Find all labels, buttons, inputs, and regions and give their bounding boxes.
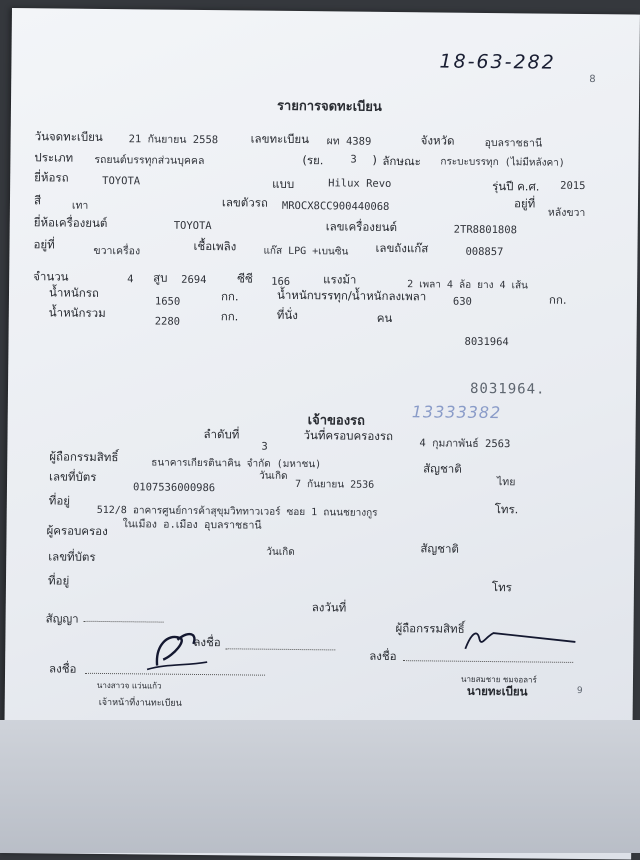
- sign-date-label: ลงวันที่: [311, 600, 347, 615]
- type-label: ประเภท: [34, 150, 74, 165]
- kg-label-3: กก.: [220, 309, 239, 324]
- nationality: ไทย: [496, 476, 516, 489]
- load-label: น้ำหนักบรรทุก/น้ำหนักลงเพลา: [276, 287, 427, 304]
- load: 630: [452, 295, 472, 308]
- officer-title-left: เจ้าหน้าที่งานทะเบียน: [98, 697, 182, 709]
- reg-no: ผท 4389: [326, 135, 372, 148]
- birth-label: วันเกิด: [259, 470, 288, 482]
- province-label: จังหวัด: [420, 133, 455, 148]
- address-label: ที่อยู่: [48, 493, 71, 508]
- address: 512/8 อาคารศูนย์การค้าสุขุมวิททาวเวอร์ ซอย 1 ถนนชยางกูร: [96, 504, 378, 519]
- sign-label-3: ลงชื่อ: [49, 661, 77, 676]
- cyl-label: สูบ: [153, 270, 168, 285]
- reg-date-label: วันจดทะเบียน: [34, 129, 103, 144]
- character-label: ลักษณะ: [382, 153, 421, 169]
- year: 2015: [560, 179, 586, 193]
- axle-wheel: 2 เพลา 4 ล้อ ยาง 4 เส้น: [407, 279, 528, 292]
- count-label: จำนวน: [33, 269, 69, 284]
- order: 3: [261, 440, 268, 453]
- color: เทา: [71, 199, 89, 212]
- signature-line-2: [403, 660, 573, 663]
- cc: 2694: [181, 273, 207, 287]
- holder-label: ผู้ครอบครอง: [46, 523, 108, 539]
- total-weight-label: น้ำหนักรวม: [48, 305, 106, 320]
- holder-address: ในเมือง อ.เมือง อุบลราชธานี: [122, 518, 262, 532]
- address-label-2: ที่อยู่: [47, 573, 70, 588]
- chassis-at-label: อยู่ที่: [513, 196, 536, 211]
- rs-label: (รย.: [302, 153, 324, 168]
- engine-at-label: อยู่ที่: [33, 237, 55, 252]
- owner-title: เจ้าของรถ: [307, 413, 366, 429]
- chassis-location: หลังขวา: [547, 206, 586, 220]
- nationality-label-2: สัญชาติ: [420, 541, 459, 556]
- phone-label-2: โทร: [491, 580, 512, 595]
- kg-label-2: กก.: [548, 292, 567, 307]
- possess-date: 4 กุมภาพันธ์ 2563: [419, 437, 511, 451]
- model-label: แบบ: [272, 176, 295, 191]
- stamp-number: 13333382: [411, 402, 502, 423]
- horsepower: 166: [271, 275, 291, 288]
- reg-no-label: เลขทะเบียน: [250, 131, 310, 147]
- id-label: เลขที่บัตร: [49, 469, 97, 484]
- fuel-label: เชื้อเพลิง: [193, 238, 237, 254]
- signature-line-1: [225, 648, 335, 650]
- weight: 1650: [154, 295, 181, 308]
- owner-name: ธนาคารเกียรตินาคิน จำกัด (มหาชน): [151, 457, 322, 471]
- officer-signature: [137, 625, 228, 676]
- rs-close: ): [372, 152, 378, 167]
- seats-label: ที่นั่ง: [276, 307, 298, 323]
- document-number: 8031964: [464, 335, 509, 349]
- hp-label: แรงม้า: [323, 272, 357, 287]
- id-number: 0107536000986: [132, 481, 216, 495]
- engine-brand-label: ยี่ห้อเครื่องยนต์: [33, 215, 108, 231]
- chassis-number: MROCX8CC900440068: [281, 199, 390, 213]
- character-value: กระบะบรรทุก (ไม่มีหลังคา): [440, 156, 565, 169]
- gas-tank-number: 008857: [465, 245, 504, 259]
- seats-unit: คน: [376, 310, 393, 325]
- owner-signature-label: ผู้ถือกรรมสิทธิ์: [395, 621, 465, 636]
- partial-number: 8031964.: [469, 380, 546, 398]
- officer-name-left: นางสาวจ แว่นแก้ว: [96, 680, 162, 691]
- color-label: สี: [33, 193, 42, 208]
- contract-label: สัญญา: [45, 611, 79, 626]
- fuel: แก๊ส LPG +เบนซิน: [263, 245, 349, 258]
- sign-label-2: ลงชื่อ: [369, 648, 397, 664]
- engine-location: ขวาเครื่อง: [93, 244, 141, 258]
- year-label: รุ่นปี ค.ศ.: [492, 179, 540, 194]
- brand: TOYOTA: [102, 174, 141, 188]
- corner-number: 9: [576, 685, 583, 697]
- sign-label-1: ลงชื่อ: [193, 634, 221, 650]
- total-weight: 2280: [154, 315, 181, 328]
- possess-date-label: วันที่ครอบครองรถ: [303, 428, 394, 444]
- cylinders: 4: [127, 273, 134, 286]
- cc-label: ซีซี: [237, 271, 253, 286]
- registrar-signature: [425, 618, 585, 660]
- chassis-label: เลขตัวรถ: [221, 195, 268, 210]
- weight-label: น้ำหนักรถ: [48, 285, 99, 300]
- underlying-page: [0, 720, 640, 853]
- handwritten-reference: 18-63-282: [439, 50, 556, 74]
- contract-dotted-line: [84, 621, 164, 623]
- owner-label: ผู้ถือกรรมสิทธิ์: [49, 449, 119, 465]
- engine-brand: TOYOTA: [173, 219, 212, 233]
- engine-no-label: เลขเครื่องยนต์: [325, 219, 398, 235]
- registration-title: รายการจดทะเบียน: [276, 98, 382, 115]
- page-number: 8: [589, 74, 596, 86]
- birth-date: 7 กันยายน 2536: [294, 478, 375, 491]
- type-value: รถยนต์บรรทุกส่วนบุคคล: [94, 153, 205, 168]
- kg-label-1: กก.: [220, 289, 239, 304]
- registrar-title: นายทะเบียน: [466, 683, 528, 699]
- registrar-name: นายสมชาย ชมจอลาร์: [460, 674, 537, 685]
- phone-label: โทร.: [494, 502, 519, 517]
- birth-label-2: วันเกิด: [266, 546, 295, 558]
- id-label-2: เลขที่บัตร: [48, 549, 96, 564]
- order-label: ลำดับที่: [203, 427, 240, 442]
- province: อุบลราชธานี: [484, 136, 543, 150]
- nationality-label: สัญชาติ: [423, 461, 462, 476]
- engine-number: 2TR8801808: [453, 223, 517, 237]
- model: Hilux Revo: [328, 177, 392, 190]
- reg-date: 21 กันยายน 2558: [128, 133, 219, 147]
- gas-tank-label: เลขถังแก๊ส: [375, 240, 429, 256]
- rs-value: 3: [350, 153, 357, 166]
- brand-label: ยี่ห้อรถ: [34, 170, 69, 185]
